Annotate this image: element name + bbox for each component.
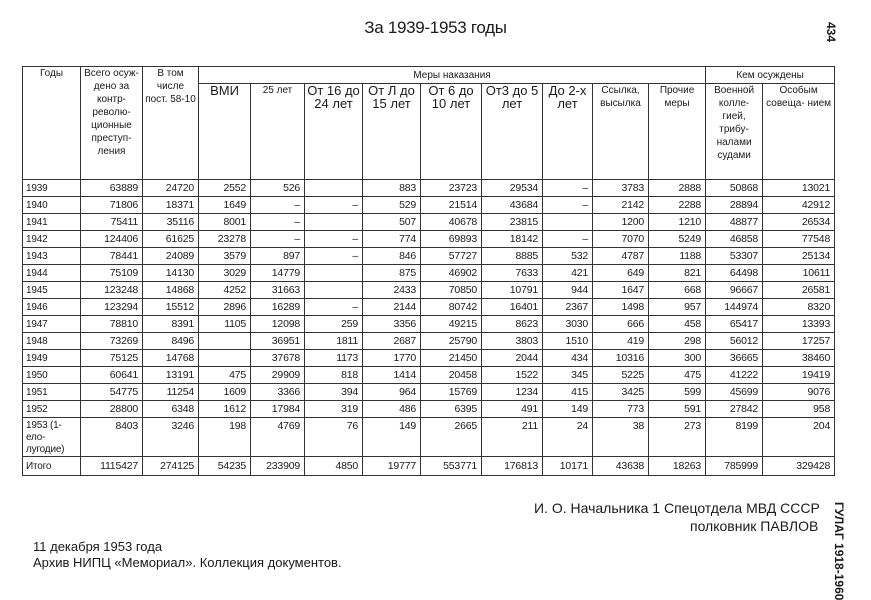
cell-exile: 1200: [593, 214, 649, 231]
cell-11-15-years: 883: [363, 180, 421, 197]
table-row-1940: [23, 197, 835, 214]
cell-11-15-years: 1414: [363, 367, 421, 384]
cell-military: 56012: [706, 333, 763, 350]
cell-exile: 419: [593, 333, 649, 350]
cell-military: 785999: [706, 457, 763, 476]
cell-3-5-years: 29534: [482, 180, 543, 197]
cell-6-10-years: 553771: [421, 457, 482, 476]
cell-year: Итого: [23, 457, 81, 476]
cell-year: 1947: [23, 316, 81, 333]
cell-6-10-years: 6395: [421, 401, 482, 418]
cell-6-10-years: 21450: [421, 350, 482, 367]
cell-58-10: 14768: [143, 350, 199, 367]
cell-3-5-years: 1522: [482, 367, 543, 384]
col-header-year: Годы: [23, 67, 81, 180]
cell-6-10-years: 57727: [421, 248, 482, 265]
cell-2-years: 944: [543, 282, 593, 299]
cell-special: 13021: [763, 180, 835, 197]
cell-25-years: 36951: [251, 333, 305, 350]
cell-16-24-years: 1811: [305, 333, 363, 350]
cell-3-5-years: 8885: [482, 248, 543, 265]
cell-military: 144974: [706, 299, 763, 316]
cell-total: 8403: [81, 418, 143, 457]
cell-year: 1945: [23, 282, 81, 299]
cell-total: 28800: [81, 401, 143, 418]
table-body: [23, 180, 835, 476]
cell-3-5-years: 43684: [482, 197, 543, 214]
cell-exile: 43638: [593, 457, 649, 476]
cell-year: 1943: [23, 248, 81, 265]
cell-other: 18263: [649, 457, 706, 476]
cell-year: 1952: [23, 401, 81, 418]
cell-other: 300: [649, 350, 706, 367]
table-row-1943: [23, 248, 835, 265]
cell-exile: 1647: [593, 282, 649, 299]
cell-6-10-years: 46902: [421, 265, 482, 282]
cell-2-years: 1510: [543, 333, 593, 350]
cell-other: 2888: [649, 180, 706, 197]
cell-58-10: 14130: [143, 265, 199, 282]
cell-16-24-years: 76: [305, 418, 363, 457]
col-header-16-24-years: От 16 до 24 лет: [305, 84, 363, 180]
cell-2-years: 149: [543, 401, 593, 418]
table-row-1947: [23, 316, 835, 333]
cell-special: 19419: [763, 367, 835, 384]
group-header-court: Кем осуждены: [706, 67, 835, 84]
table-row-1953: [23, 418, 835, 457]
cell-year: 1940: [23, 197, 81, 214]
table-row-1952: [23, 401, 835, 418]
cell-6-10-years: 40678: [421, 214, 482, 231]
cell-11-15-years: 149: [363, 418, 421, 457]
cell-total: 123294: [81, 299, 143, 316]
cell-military: 41222: [706, 367, 763, 384]
table-row-1939: [23, 180, 835, 197]
cell-exile: 649: [593, 265, 649, 282]
col-header-vmi: ВМИ: [199, 84, 251, 180]
cell-exile: 3783: [593, 180, 649, 197]
cell-total: 124406: [81, 231, 143, 248]
cell-16-24-years: –: [305, 248, 363, 265]
col-header-military: Военной колле- гией, трибу- налами судами: [706, 84, 763, 180]
cell-exile: 3425: [593, 384, 649, 401]
cell-year: 1944: [23, 265, 81, 282]
cell-11-15-years: 964: [363, 384, 421, 401]
cell-exile: 10316: [593, 350, 649, 367]
cell-58-10: 24720: [143, 180, 199, 197]
cell-military: 45699: [706, 384, 763, 401]
cell-other: 1188: [649, 248, 706, 265]
cell-total: 63889: [81, 180, 143, 197]
cell-6-10-years: 80742: [421, 299, 482, 316]
cell-6-10-years: 69893: [421, 231, 482, 248]
cell-military: 28894: [706, 197, 763, 214]
col-header-6-10-years: От 6 до 10 лет: [421, 84, 482, 180]
cell-exile: 4787: [593, 248, 649, 265]
cell-2-years: 434: [543, 350, 593, 367]
cell-vmi: 8001: [199, 214, 251, 231]
cell-16-24-years: [305, 180, 363, 197]
cell-total: 60641: [81, 367, 143, 384]
cell-25-years: 233909: [251, 457, 305, 476]
table-row-1941: [23, 214, 835, 231]
cell-16-24-years: [305, 214, 363, 231]
cell-military: 64498: [706, 265, 763, 282]
cell-11-15-years: 2433: [363, 282, 421, 299]
cell-special: 958: [763, 401, 835, 418]
cell-16-24-years: 394: [305, 384, 363, 401]
table-row-1948: [23, 333, 835, 350]
document-date: 11 декабря 1953 года: [33, 539, 163, 554]
cell-16-24-years: –: [305, 231, 363, 248]
cell-25-years: 12098: [251, 316, 305, 333]
col-header-special: Особым совеща- нием: [763, 84, 835, 180]
running-header-label: ГУЛАГ 1918-1960: [832, 502, 846, 600]
cell-total: 123248: [81, 282, 143, 299]
cell-military: 65417: [706, 316, 763, 333]
cell-special: 8320: [763, 299, 835, 316]
cell-total: 75125: [81, 350, 143, 367]
table-row-1942: [23, 231, 835, 248]
cell-58-10: 14868: [143, 282, 199, 299]
cell-16-24-years: –: [305, 299, 363, 316]
cell-16-24-years: 818: [305, 367, 363, 384]
cell-vmi: [199, 350, 251, 367]
cell-exile: 2142: [593, 197, 649, 214]
cell-special: 26581: [763, 282, 835, 299]
cell-2-years: 415: [543, 384, 593, 401]
cell-2-years: –: [543, 231, 593, 248]
cell-year: 1946: [23, 299, 81, 316]
sentencing-table: [22, 66, 835, 476]
cell-special: 77548: [763, 231, 835, 248]
cell-special: 204: [763, 418, 835, 457]
cell-total: 75411: [81, 214, 143, 231]
cell-2-years: –: [543, 197, 593, 214]
cell-special: 38460: [763, 350, 835, 367]
cell-other: 591: [649, 401, 706, 418]
cell-total: 78441: [81, 248, 143, 265]
cell-2-years: 345: [543, 367, 593, 384]
cell-6-10-years: 49215: [421, 316, 482, 333]
cell-other: 458: [649, 316, 706, 333]
cell-3-5-years: 491: [482, 401, 543, 418]
table-row-1950: [23, 367, 835, 384]
cell-6-10-years: 25790: [421, 333, 482, 350]
cell-year: 1939: [23, 180, 81, 197]
cell-vmi: 1612: [199, 401, 251, 418]
cell-11-15-years: 486: [363, 401, 421, 418]
cell-military: 8199: [706, 418, 763, 457]
cell-other: 957: [649, 299, 706, 316]
cell-16-24-years: 259: [305, 316, 363, 333]
cell-2-years: 421: [543, 265, 593, 282]
col-header-other: Прочие меры: [649, 84, 706, 180]
cell-2-years: 532: [543, 248, 593, 265]
cell-11-15-years: 2144: [363, 299, 421, 316]
cell-special: 26534: [763, 214, 835, 231]
cell-6-10-years: 2665: [421, 418, 482, 457]
table-row-1949: [23, 350, 835, 367]
cell-6-10-years: 20458: [421, 367, 482, 384]
page-number: 434: [824, 22, 838, 43]
cell-3-5-years: 23815: [482, 214, 543, 231]
cell-other: 599: [649, 384, 706, 401]
cell-25-years: 526: [251, 180, 305, 197]
cell-11-15-years: 507: [363, 214, 421, 231]
cell-25-years: –: [251, 197, 305, 214]
cell-military: 53307: [706, 248, 763, 265]
cell-58-10: 35116: [143, 214, 199, 231]
cell-6-10-years: 21514: [421, 197, 482, 214]
page-title: За 1939-1953 годы: [364, 18, 507, 37]
signatory-name: полковник ПАВЛОВ: [690, 518, 819, 534]
cell-year: 1942: [23, 231, 81, 248]
cell-3-5-years: 16401: [482, 299, 543, 316]
archive-source: Архив НИПЦ «Мемориал». Коллекция документов.: [33, 555, 342, 570]
header-row-groups: [23, 67, 835, 84]
cell-vmi: 475: [199, 367, 251, 384]
cell-3-5-years: 3803: [482, 333, 543, 350]
cell-25-years: 3366: [251, 384, 305, 401]
cell-total: 1115427: [81, 457, 143, 476]
cell-vmi: 3579: [199, 248, 251, 265]
cell-2-years: 2367: [543, 299, 593, 316]
cell-3-5-years: 8623: [482, 316, 543, 333]
cell-exile: 1498: [593, 299, 649, 316]
cell-special: 17257: [763, 333, 835, 350]
cell-vmi: 54235: [199, 457, 251, 476]
cell-special: 10611: [763, 265, 835, 282]
col-header-exile: Ссылка, высылка: [593, 84, 649, 180]
cell-11-15-years: 529: [363, 197, 421, 214]
cell-11-15-years: 19777: [363, 457, 421, 476]
cell-other: 273: [649, 418, 706, 457]
table-row-1944: [23, 265, 835, 282]
col-header-58-10: В том числе пост. 58-10: [143, 67, 199, 180]
cell-11-15-years: 846: [363, 248, 421, 265]
cell-58-10: 18371: [143, 197, 199, 214]
cell-58-10: 8391: [143, 316, 199, 333]
cell-vmi: 3029: [199, 265, 251, 282]
cell-25-years: 4769: [251, 418, 305, 457]
col-header-25-years: 25 лет: [251, 84, 305, 180]
cell-other: 5249: [649, 231, 706, 248]
cell-25-years: 14779: [251, 265, 305, 282]
cell-16-24-years: 319: [305, 401, 363, 418]
cell-2-years: 3030: [543, 316, 593, 333]
cell-2-years: 24: [543, 418, 593, 457]
cell-3-5-years: 18142: [482, 231, 543, 248]
cell-exile: 666: [593, 316, 649, 333]
cell-16-24-years: 1173: [305, 350, 363, 367]
cell-other: 298: [649, 333, 706, 350]
col-header-total: Всего осуж- дено за контр- револю- ционные преступ- ления: [81, 67, 143, 180]
cell-58-10: 15512: [143, 299, 199, 316]
cell-total: 75109: [81, 265, 143, 282]
col-header-3-5-years: От3 до 5 лет: [482, 84, 543, 180]
cell-58-10: 8496: [143, 333, 199, 350]
table-row-total: [23, 457, 835, 476]
cell-military: 46858: [706, 231, 763, 248]
cell-6-10-years: 23723: [421, 180, 482, 197]
cell-vmi: 4252: [199, 282, 251, 299]
cell-58-10: 13191: [143, 367, 199, 384]
cell-58-10: 24089: [143, 248, 199, 265]
cell-58-10: 6348: [143, 401, 199, 418]
cell-25-years: –: [251, 214, 305, 231]
cell-total: 71806: [81, 197, 143, 214]
cell-25-years: 17984: [251, 401, 305, 418]
cell-vmi: [199, 333, 251, 350]
cell-vmi: 1609: [199, 384, 251, 401]
col-header-11-15-years: От Л до 15 лет: [363, 84, 421, 180]
cell-25-years: 16289: [251, 299, 305, 316]
cell-vmi: 198: [199, 418, 251, 457]
cell-3-5-years: 10791: [482, 282, 543, 299]
cell-3-5-years: 7633: [482, 265, 543, 282]
col-header-2-years: До 2-х лет: [543, 84, 593, 180]
cell-military: 50868: [706, 180, 763, 197]
cell-25-years: 29909: [251, 367, 305, 384]
cell-vmi: 2552: [199, 180, 251, 197]
cell-year: 1951: [23, 384, 81, 401]
cell-25-years: 31663: [251, 282, 305, 299]
cell-16-24-years: –: [305, 197, 363, 214]
cell-total: 78810: [81, 316, 143, 333]
cell-other: 821: [649, 265, 706, 282]
cell-military: 36665: [706, 350, 763, 367]
cell-exile: 773: [593, 401, 649, 418]
cell-2-years: 10171: [543, 457, 593, 476]
cell-16-24-years: [305, 282, 363, 299]
table-row-1945: [23, 282, 835, 299]
cell-3-5-years: 176813: [482, 457, 543, 476]
cell-6-10-years: 15769: [421, 384, 482, 401]
cell-vmi: 1649: [199, 197, 251, 214]
cell-58-10: 61625: [143, 231, 199, 248]
cell-vmi: 1105: [199, 316, 251, 333]
group-header-punishment: Меры наказания: [199, 67, 706, 84]
cell-other: 475: [649, 367, 706, 384]
cell-vmi: 2896: [199, 299, 251, 316]
cell-3-5-years: 211: [482, 418, 543, 457]
cell-total: 54775: [81, 384, 143, 401]
cell-6-10-years: 70850: [421, 282, 482, 299]
cell-military: 27842: [706, 401, 763, 418]
cell-58-10: 3246: [143, 418, 199, 457]
cell-year: 1950: [23, 367, 81, 384]
cell-total: 73269: [81, 333, 143, 350]
cell-58-10: 11254: [143, 384, 199, 401]
cell-year: 1949: [23, 350, 81, 367]
cell-25-years: 37678: [251, 350, 305, 367]
cell-11-15-years: 875: [363, 265, 421, 282]
cell-3-5-years: 1234: [482, 384, 543, 401]
cell-2-years: [543, 214, 593, 231]
table-row-1951: [23, 384, 835, 401]
table-row-1946: [23, 299, 835, 316]
cell-other: 2288: [649, 197, 706, 214]
cell-year: 1948: [23, 333, 81, 350]
cell-other: 1210: [649, 214, 706, 231]
cell-special: 42912: [763, 197, 835, 214]
cell-special: 25134: [763, 248, 835, 265]
cell-11-15-years: 1770: [363, 350, 421, 367]
cell-other: 668: [649, 282, 706, 299]
cell-exile: 7070: [593, 231, 649, 248]
cell-military: 48877: [706, 214, 763, 231]
cell-16-24-years: [305, 265, 363, 282]
cell-11-15-years: 3356: [363, 316, 421, 333]
cell-special: 329428: [763, 457, 835, 476]
cell-year: 1953 (1-ело- лугодие): [23, 418, 81, 457]
cell-11-15-years: 2687: [363, 333, 421, 350]
cell-year: 1941: [23, 214, 81, 231]
cell-military: 96667: [706, 282, 763, 299]
cell-25-years: –: [251, 231, 305, 248]
cell-vmi: 23278: [199, 231, 251, 248]
cell-special: 13393: [763, 316, 835, 333]
cell-16-24-years: 4850: [305, 457, 363, 476]
cell-3-5-years: 2044: [482, 350, 543, 367]
cell-2-years: –: [543, 180, 593, 197]
cell-exile: 38: [593, 418, 649, 457]
cell-exile: 5225: [593, 367, 649, 384]
cell-special: 9076: [763, 384, 835, 401]
signatory-role: И. О. Начальника 1 Спецотдела МВД СССР: [534, 500, 820, 516]
cell-25-years: 897: [251, 248, 305, 265]
cell-11-15-years: 774: [363, 231, 421, 248]
cell-58-10: 274125: [143, 457, 199, 476]
